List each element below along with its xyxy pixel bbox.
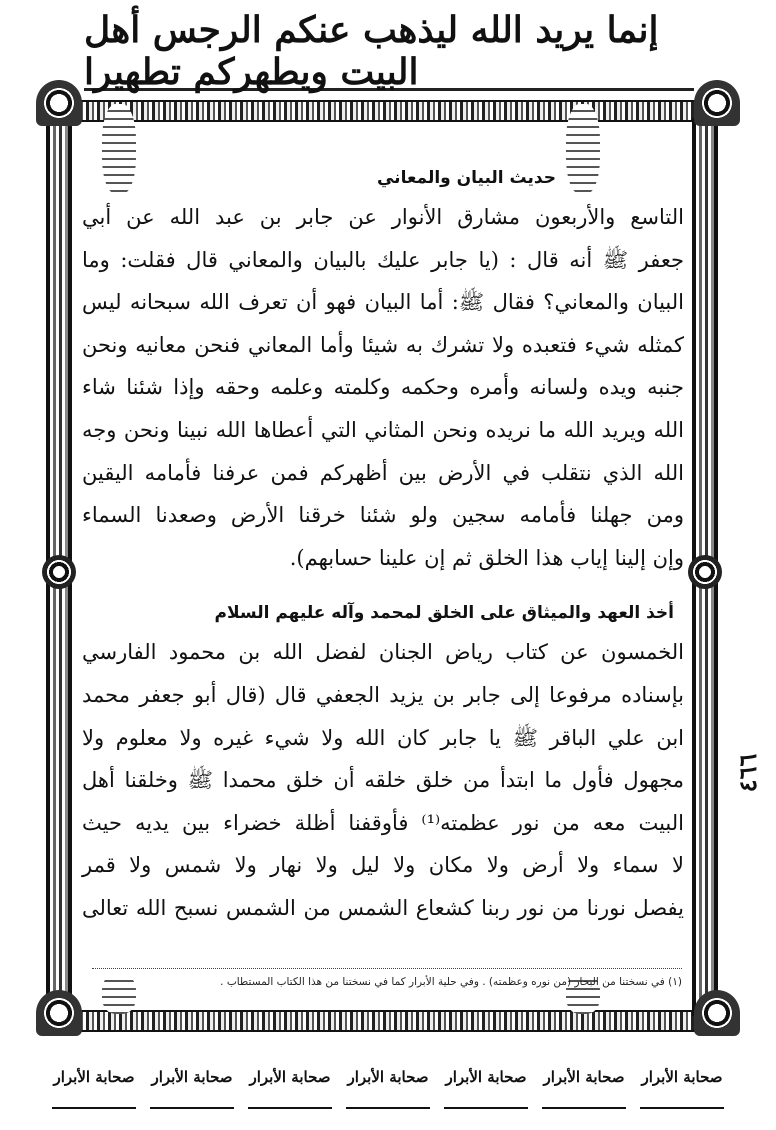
- text-line: وإن إلينا إياب هذا الخلق ثم إن علينا حسابهم).: [289, 545, 684, 570]
- text-line: ابن علي الباقر ﷺ يا جابر كان الله ولا شيء غيره ولا معلوم ولا: [82, 725, 684, 750]
- corner-ornament-bottom-right: [694, 990, 740, 1036]
- text-line: الخمسون عن كتاب رياض الجنان لفضل الله بن محمود الفارسي: [82, 640, 684, 665]
- bottom-calligraphy-band: [52, 1044, 724, 1112]
- left-middle-knob: [42, 555, 76, 589]
- text-line: بإسناده مرفوعا إلى جابر بن يزيد الجعفي قال (قال أبو جعفر محمد: [82, 682, 684, 707]
- footnote-divider: [92, 968, 682, 969]
- text-line: البيت معه من نور عظمته⁽¹⁾ فأوقفنا أظلة خضراء بين يديه حيث: [82, 810, 684, 835]
- calligraphy-tile: صحابة الأبرار: [542, 1047, 626, 1109]
- calligraphy-tile: صحابة الأبرار: [52, 1047, 136, 1109]
- text-line: مجهول فأول ما ابتدأ من خلق خلقه أن خلق محمدا ﷺ وخلقنا أهل: [82, 768, 684, 793]
- calligraphy-tile: صحابة الأبرار: [346, 1047, 430, 1109]
- calligraphy-tile: صحابة الأبرار: [640, 1047, 724, 1109]
- text-line: جعفر ﷺ أنه قال : (يا جابر عليك بالبيان والمعاني قال فقلت: وما: [82, 247, 684, 272]
- right-middle-knob: [688, 555, 722, 589]
- text-line: البيان والمعاني؟ فقال ﷺ: أما البيان فهو أن تعرف الله سبحانه ليس: [82, 290, 684, 315]
- section-paragraph: [82, 631, 684, 929]
- text-line: الله ويريد الله ما نريده ونحن المثاني التي أعطاها الله نبينا ونحن وجه: [82, 417, 684, 442]
- text-line: التاسع والأربعون مشارق الأنوار عن جابر بن عبد الله عن أبي: [82, 205, 684, 229]
- section-title: حديث البيان والمعاني: [376, 168, 556, 188]
- section-title: أخذ العهد والميثاق على الخلق لمحمد وآله عليهم السلام: [214, 603, 674, 624]
- corner-ornament-top-left: [36, 80, 82, 126]
- text-line: الله الذي نتقلب في الأرض بين أظهركم فمن عرفنا فأمامه اليقين: [82, 460, 684, 485]
- text-line: جنبه ويده ولسانه وأمره وحكمه وكلمته وعلمه وحقه وإذا شئنا شاء: [82, 375, 684, 400]
- text-line: لا سماء ولا أرض ولا مكان ولا ليل ولا نهار ولا شمس ولا قمر: [82, 853, 684, 878]
- main-text-area: [82, 160, 684, 960]
- calligraphy-tile: صحابة الأبرار: [248, 1047, 332, 1109]
- footnote: (١) في نسختنا من البحار (من نوره وعظمته) . وفي حلية الأبرار كما في نسختنا من هذا الكتاب المستطاب .: [220, 976, 682, 988]
- frame-top-border: [40, 100, 736, 122]
- calligraphy-tile: صحابة الأبرار: [150, 1047, 234, 1109]
- header-calligraphy: إنما يريد الله ليذهب عنكم الرجس أهل البيت ويطهركم تطهيرا: [84, 14, 694, 91]
- corner-ornament-bottom-left: [36, 990, 82, 1036]
- section-paragraph: [82, 196, 684, 579]
- calligraphy-tile: صحابة الأبرار: [444, 1047, 528, 1109]
- text-line: ومن جهلنا فأمامه سجين ولو شئنا خرقنا الأرض وصعدنا السماء: [82, 503, 684, 528]
- frame-bottom-border: [40, 1010, 736, 1032]
- text-line: يفصل نورنا من نور ربنا كشعاع الشمس من الشمس نسبح الله تعالى: [82, 895, 684, 920]
- page-number: ٤٦٦: [732, 753, 762, 793]
- text-line: كمثله شيء فتعبده ولا تشرك به شيئا وأما المعاني فنحن معانيه ونحن: [82, 332, 684, 357]
- corner-ornament-top-right: [694, 80, 740, 126]
